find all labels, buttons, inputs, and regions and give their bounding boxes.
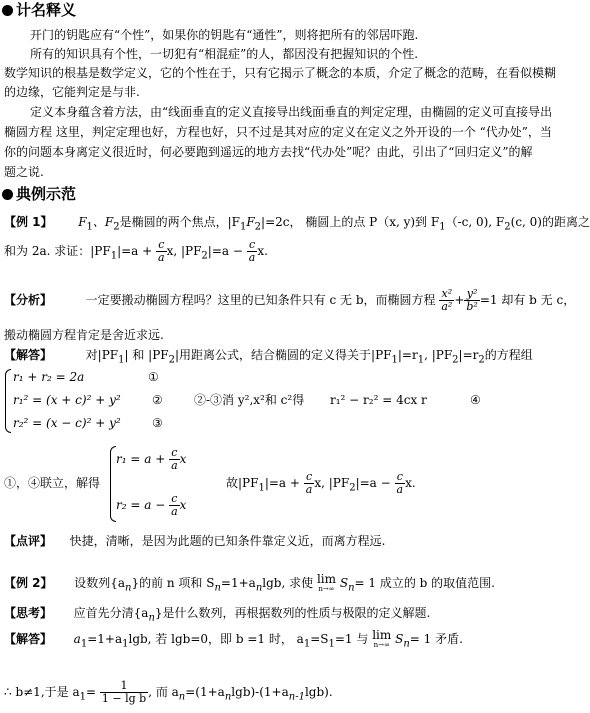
text: lgb, 若 lgb=0，即 b =1 时， a	[128, 632, 304, 646]
text: lgb).	[304, 685, 333, 699]
equation-4: r₁² − r₂² = 4cx r	[330, 393, 427, 407]
analysis-line-1	[4, 286, 575, 314]
subscript: n	[348, 582, 355, 594]
text: （-c, 0), F	[445, 215, 505, 229]
section-heading-1	[2, 2, 76, 18]
subscript: 1	[439, 221, 446, 233]
text: x	[179, 452, 187, 466]
text: lgb)-(1+a	[231, 685, 289, 699]
subscript: 1	[122, 638, 129, 650]
subscript: 2	[201, 250, 208, 262]
solution-1-line-1	[4, 347, 533, 368]
text: ∴ b≠1,于是 a	[4, 685, 80, 699]
limit-symbol: lim n→∞	[316, 571, 337, 593]
subscript: 1	[80, 638, 88, 650]
text: r₂ = a −	[116, 498, 166, 512]
subscript: 2	[113, 221, 120, 233]
text: =	[85, 685, 97, 699]
subscript: 1	[86, 221, 93, 233]
subscript: n	[224, 691, 232, 703]
subscript: n	[214, 582, 221, 594]
subscript: 1	[391, 354, 398, 366]
text: a	[73, 632, 81, 646]
subscript: 2	[452, 354, 459, 366]
subscript: 1	[79, 691, 86, 703]
example-1-line-2	[4, 238, 268, 269]
text: 一定要搬动椭圆方程吗？这里的已知条件只有 c 无 b，而椭圆方程	[85, 293, 436, 307]
subscript: 1	[110, 250, 118, 262]
circled-number-2: ②	[152, 393, 163, 407]
text: }的前 n 项和 S	[131, 576, 215, 590]
section-title: 典例示范	[16, 185, 77, 203]
fraction-c-over-a: $\frac{c}{a}$	[171, 446, 178, 472]
text: 故|PF	[226, 476, 259, 490]
solution-tag: 【解答】	[4, 348, 53, 362]
subscript: 2	[168, 354, 175, 366]
text: r₁ = a +	[116, 452, 166, 466]
text: 和为 2a. 求证：|PF	[4, 244, 111, 258]
paragraph-line: 开门的钥匙应有“个性”，如果你的钥匙有“通性”，则将把所有的邻居吓跑.	[30, 28, 419, 42]
conclusion-1	[226, 470, 416, 501]
text: 、F	[92, 215, 114, 229]
joint-solve-text: ①，④联立，解得	[4, 476, 101, 490]
text: F	[246, 215, 255, 229]
review-tag: 【点评】	[4, 534, 53, 548]
subscript: n	[178, 691, 186, 703]
text: |=2c， 椭圆上的点 P（x, y)到 F	[261, 215, 440, 229]
paragraph-line: 数学知识的根基是数学定义，它的个性在于，只有它揭示了概念的本质，介定了概念的范畴，在看似模糊	[4, 66, 557, 80]
equation-2: r₁² = (x + c)² + y²	[13, 393, 121, 407]
text: |=r	[397, 348, 418, 362]
text: =S	[310, 632, 329, 646]
text: | 和 |PF	[124, 348, 169, 362]
paragraph-line: 椭圆方程 这里，判定定理也好，方程也好，只不过是其对应的定义在定义之外开设的一个 “代办处”，当	[4, 125, 552, 139]
text: x	[179, 498, 187, 512]
analysis-line-2: 搬动椭圆方程肯定是舍近求远.	[4, 328, 164, 342]
fraction-c-over-a: $\frac{c}{a}$	[158, 238, 165, 264]
text: = 1 成立的 b 的取值范围.	[354, 576, 495, 590]
text: =1+a	[220, 576, 256, 590]
example-tag: 【例 2】	[4, 576, 53, 590]
subscript: 1	[239, 221, 247, 233]
circled-number-1: ①	[148, 370, 159, 384]
text: |=a −	[207, 244, 243, 258]
text: }是什么数列，再根据数列的性质与极限的定义解题.	[154, 606, 431, 620]
subscript: 2	[254, 221, 262, 233]
text: |=r	[458, 348, 479, 362]
example-2-line	[4, 572, 495, 599]
text: |用距离公式，结合椭圆的定义得关于|PF	[175, 348, 392, 362]
subscript: n	[124, 582, 132, 594]
text: =1+a	[87, 632, 123, 646]
text: F	[78, 215, 87, 229]
text: , |PF	[424, 348, 453, 362]
subscript: n	[255, 582, 263, 594]
subscript: n	[403, 638, 410, 650]
equation-3: r₂² = (x − c)² + y²	[13, 416, 121, 430]
review-line	[4, 533, 386, 549]
bullet-icon	[2, 5, 13, 16]
text: 设数列{a	[74, 576, 125, 590]
section-title: 计名释义	[16, 1, 77, 19]
text: = 1 矛盾.	[409, 632, 463, 646]
paragraph-line: 题之说.	[4, 165, 44, 179]
fraction-c-over-a: $\frac{c}{a}$	[305, 470, 313, 496]
text: x, |PF	[166, 244, 202, 258]
subscript: n-1	[288, 691, 305, 703]
text: |=a +	[117, 244, 153, 258]
subscript: n	[148, 612, 155, 624]
solution-2-line-1	[4, 628, 463, 655]
example-1-line-1	[4, 214, 590, 235]
circled-number-3: ③	[152, 416, 163, 430]
fraction-1-over-1-minus-lgb: $\frac{1}{\text{1 − lg b}}$	[101, 679, 147, 705]
think-tag: 【思考】	[4, 606, 53, 620]
text: =1 与	[334, 632, 369, 646]
paragraph-line: 的边缘，它能判定是与非.	[4, 85, 140, 99]
paragraph-line: 定义本身蕴含着方法，由“线面垂直的定义直接导出线面垂直的判定定理，由椭圆的定义可直接导出	[30, 105, 553, 119]
limit-symbol: lim n→∞	[372, 627, 392, 649]
subscript: 2	[478, 354, 485, 366]
solution-tag: 【解答】	[4, 632, 53, 646]
subscript: 1	[328, 638, 335, 650]
text: 快捷，清晰，是因为此题的已知条件靠定义近，而离方程远.	[69, 534, 386, 548]
text: 的方程组	[484, 348, 533, 362]
subscript: 2	[504, 221, 511, 233]
subscript: 1	[303, 638, 311, 650]
r1-solution	[116, 446, 186, 472]
text: x.	[257, 244, 268, 258]
example-tag: 【例 1】	[4, 215, 53, 229]
think-line	[4, 605, 430, 626]
solution-2-line-2	[4, 678, 333, 711]
system-brace	[5, 369, 11, 433]
text: 是椭圆的两个焦点，|F	[119, 215, 240, 229]
text: S	[339, 576, 349, 590]
text: =1 却有 b 无 c，	[479, 293, 576, 307]
text: x.	[405, 476, 416, 490]
subscript: 2	[349, 482, 356, 494]
subscript: 1	[417, 354, 425, 366]
text: 应首先分清{a	[73, 606, 149, 620]
text: x, |PF	[314, 476, 350, 490]
text: (c, 0)的距离之	[510, 215, 590, 229]
fraction-x2-over-a2: $\frac{\text{x²}}{\text{a²}}$	[441, 287, 453, 313]
analysis-tag: 【分析】	[4, 293, 53, 307]
fraction-y2-over-b2: $\frac{\text{y²}}{\text{b²}}$	[466, 287, 478, 313]
text: =(1+a	[185, 685, 225, 699]
elimination-text: ②-③消 y²,x²和 c²得	[194, 393, 305, 407]
text: |=a +	[264, 476, 300, 490]
r2-solution	[116, 492, 186, 518]
circled-number-4: ④	[470, 393, 481, 407]
bullet-icon	[2, 189, 13, 200]
text: 对|PF	[85, 348, 119, 362]
text: , 而 a	[148, 685, 179, 699]
fraction-c-over-a: $\frac{c}{a}$	[171, 492, 178, 518]
paragraph-line: 你的问题本身离定义很近时，何必要跑到遥远的地方去找“代办处”呢？由此，引出了“回归定义”的解	[4, 145, 533, 159]
text: |=a −	[355, 476, 391, 490]
text: S	[395, 632, 404, 646]
fraction-c-over-a: $\frac{c}{a}$	[248, 238, 256, 264]
text: +	[454, 293, 465, 307]
subscript: 1	[118, 354, 125, 366]
paragraph-line: 所有的知识具有个性，一切犯有“相混症”的人，都因没有把握知识的个性.	[30, 47, 419, 61]
text: lgb, 求使	[262, 576, 314, 590]
subscript: 1	[258, 482, 265, 494]
section-heading-2	[2, 186, 76, 202]
fraction-c-over-a: $\frac{c}{a}$	[396, 470, 404, 496]
equation-1: r₁ + r₂ = 2a	[13, 370, 85, 384]
